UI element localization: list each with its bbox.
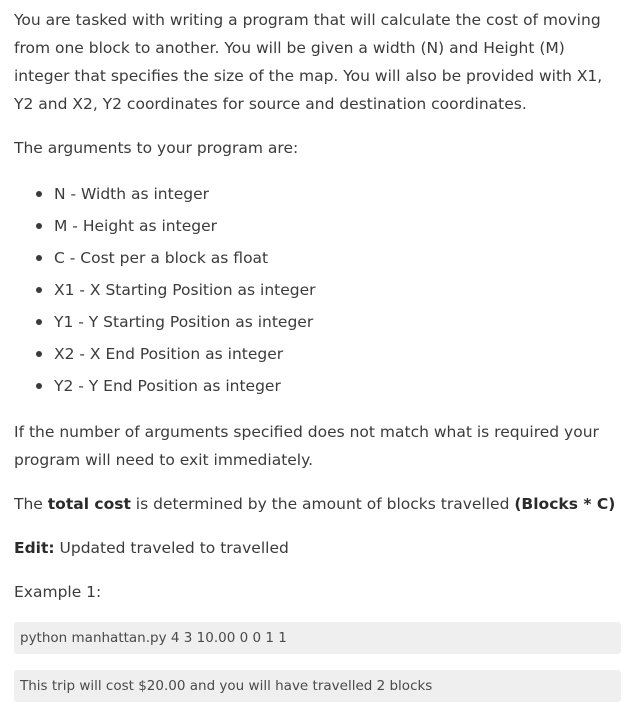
arguments-list — [14, 178, 621, 402]
argument-item: C - Cost per a block as float — [54, 242, 621, 274]
argument-item: X2 - X End Position as integer — [54, 338, 621, 370]
example-command-code: python manhattan.py 4 3 10.00 0 0 1 1 — [14, 622, 621, 654]
argument-item: X1 - X Starting Position as integer — [54, 274, 621, 306]
total-cost-bold: total cost — [47, 495, 131, 513]
edit-text: Updated traveled to travelled — [54, 539, 289, 557]
total-prefix: The — [14, 495, 48, 513]
arguments-heading: The arguments to your program are: — [14, 139, 299, 157]
total-middle: is determined by the amount of blocks travelled — [130, 495, 515, 513]
intro-paragraph: You are tasked with writing a program that will calculate the cost of moving from one block to another. You will be given a width (N) and Height (M) integer that specifies the size of the map. You will also be provided with X1, Y2 and X2, Y2 coordinates for source and destination coordinates. — [14, 11, 603, 113]
example-label: Example 1: — [14, 583, 102, 601]
total-cost-paragraph — [14, 490, 621, 518]
edit-note-paragraph — [14, 534, 621, 562]
exit-note-paragraph: If the number of arguments specified does not match what is required your program will need to exit immediately. — [14, 423, 599, 469]
argument-item: N - Width as integer — [54, 178, 621, 210]
argument-item: M - Height as integer — [54, 210, 621, 242]
edit-label: Edit: — [14, 539, 55, 557]
total-formula-bold: (Blocks * C) — [514, 495, 616, 513]
example-output-code: This trip will cost $20.00 and you will have travelled 2 blocks — [14, 670, 621, 702]
argument-item: Y2 - Y End Position as integer — [54, 370, 621, 402]
argument-item: Y1 - Y Starting Position as integer — [54, 306, 621, 338]
